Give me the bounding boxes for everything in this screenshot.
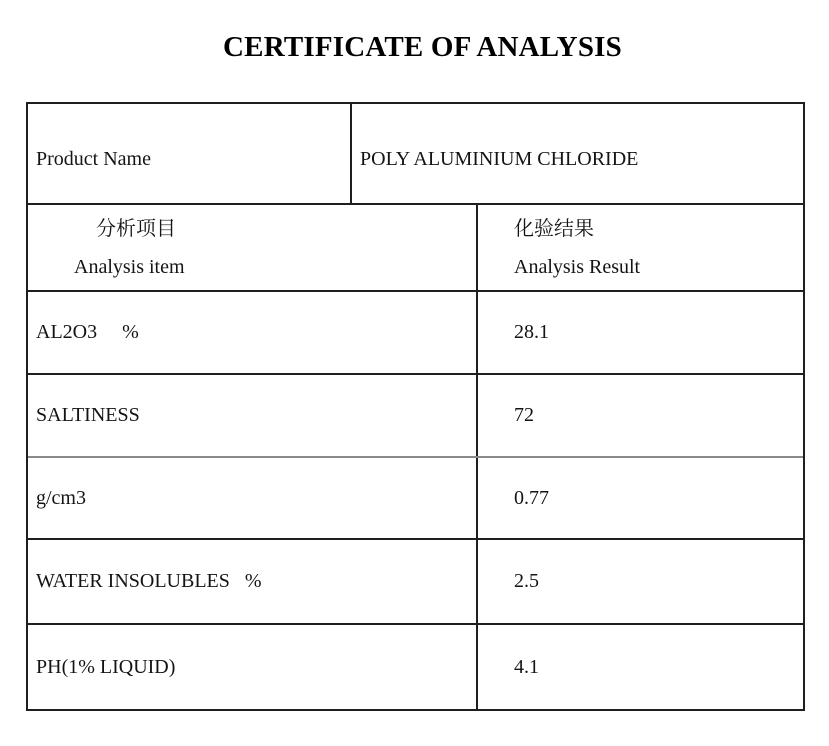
product-name-value-cell xyxy=(352,104,803,203)
analysis-result-text: 2.5 xyxy=(514,570,539,592)
analysis-item-header-cell xyxy=(28,205,478,290)
analysis-item-text: WATER INSOLUBLES % xyxy=(36,570,262,592)
analysis-result-cell xyxy=(478,292,803,373)
product-name-label-cell xyxy=(28,104,352,203)
analysis-result-cell xyxy=(478,625,803,709)
table-row-water-insolubles xyxy=(28,538,803,623)
table-row-saltiness xyxy=(28,373,803,456)
table-row-density xyxy=(28,456,803,538)
product-name-value: POLY ALUMINIUM CHLORIDE xyxy=(360,148,639,170)
table-row-ph xyxy=(28,623,803,709)
analysis-item-header-en: Analysis item xyxy=(74,255,185,278)
analysis-result-text: 0.77 xyxy=(514,486,549,509)
analysis-item-cell xyxy=(28,540,478,623)
analysis-result-header-zh: 化验结果 xyxy=(514,217,594,240)
analysis-result-cell xyxy=(478,375,803,456)
analysis-item-cell xyxy=(28,292,478,373)
analysis-result-text: 28.1 xyxy=(514,321,549,343)
analysis-item-cell xyxy=(28,458,478,538)
analysis-result-text: 4.1 xyxy=(514,655,539,678)
analysis-result-cell xyxy=(478,458,803,538)
analysis-item-cell xyxy=(28,625,478,709)
table-row-al2o3 xyxy=(28,290,803,373)
product-name-label: Product Name xyxy=(36,148,151,170)
analysis-result-text: 72 xyxy=(514,404,534,426)
product-row xyxy=(28,104,803,203)
analysis-item-text: AL2O3 % xyxy=(36,321,139,343)
analysis-item-text: g/cm3 xyxy=(36,486,86,509)
table-header-row xyxy=(28,203,803,290)
analysis-result-header-en: Analysis Result xyxy=(514,255,641,278)
analysis-result-cell xyxy=(478,540,803,623)
analysis-item-header-zh: 分析项目 xyxy=(96,217,176,240)
certificate-title: CERTIFICATE OF ANALYSIS xyxy=(223,31,622,63)
analysis-item-cell xyxy=(28,375,478,456)
analysis-result-header-cell xyxy=(478,205,803,290)
analysis-item-text: PH(1% LIQUID) xyxy=(36,655,176,678)
coa-table xyxy=(26,102,805,711)
analysis-item-text: SALTINESS xyxy=(36,404,140,426)
